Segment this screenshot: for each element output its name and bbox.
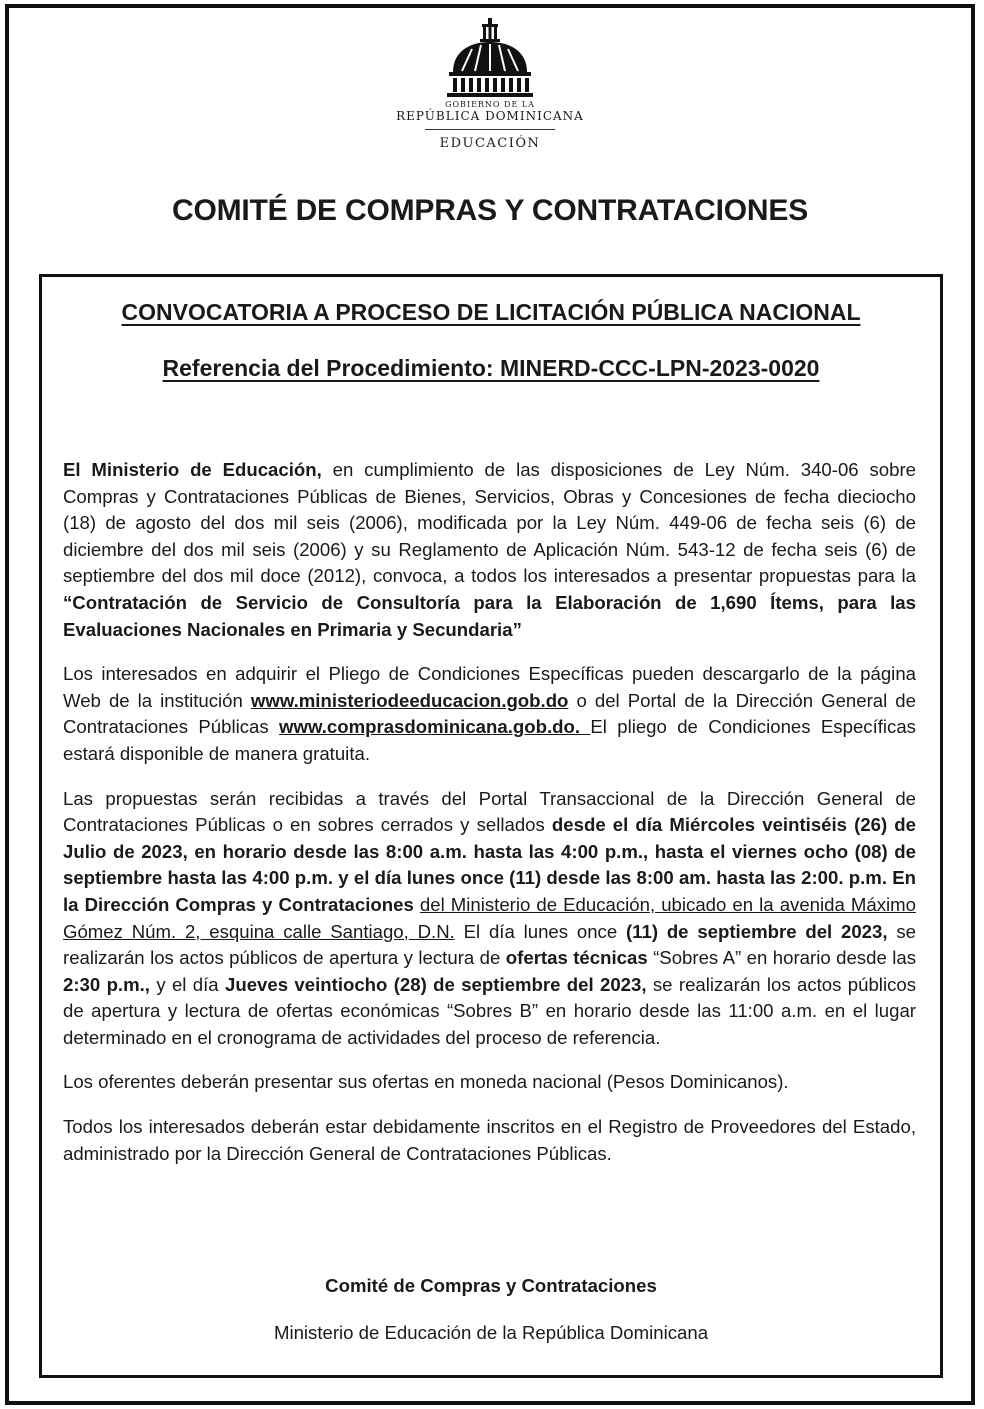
- notice-box: [39, 274, 943, 1378]
- notice-body: [63, 457, 916, 1185]
- schedule-dates: desde el día Miércoles veintiséis (26) de Julio de 2023, en horario desde las 8:00 a.m. hasta las 4:00 p.m., hasta el viernes ocho (08) de septiembre hasta las 4:00 p.m. y el día lunes once (11) desde las 8:00 am. hasta las 2:00. p.m. En la Dirección Compras y Contrataciones: [63, 814, 916, 915]
- technical-opening-time: 2:30 p.m.,: [63, 973, 150, 995]
- economic-opening-date: Jueves veintiocho (28) de septiembre del 2023,: [225, 973, 647, 995]
- download-text-2: o del Portal de la Dirección General de Contrataciones Públicas: [63, 689, 916, 738]
- download-text-1: Los interesados en adquirir el Pliego de Condiciones Específicas pueden descargarlo de la página Web de la institución: [63, 663, 916, 711]
- paragraph-schedule: [63, 786, 916, 1052]
- intro-text: en cumplimiento de las disposiciones de Ley Núm. 340-06 sobre Compras y Contrataciones Públicas de Bienes, Servicios, Obras y Concesiones de fecha dieciocho (18) de agosto del dos mil seis (2006), modificada por la Ley Núm. 449-06 de fecha seis (6) de diciembre del dos mil seis (2006) y su Reglamento de Aplicación Núm. 543-12 de fecha seis (6) de septiembre del dos mil doce (2012), convoca, a todos los interesados a presentar propuestas para la: [63, 459, 917, 587]
- page-frame: [5, 4, 975, 1405]
- schedule-address: del Ministerio de Educación, ubicado en la avenida Máximo Gómez Núm. 2, esquina calle Santiago, D.N.: [63, 893, 916, 942]
- download-text-3: El pliego de Condiciones Específicas estará disponible de manera gratuita.: [63, 716, 916, 764]
- logo-divider: [425, 129, 555, 130]
- compras-website-link[interactable]: www.comprasdominicana.gob.do.: [279, 716, 591, 738]
- schedule-text-4: “Sobres A” en horario desde las: [647, 947, 916, 969]
- paragraph-currency: Los oferentes deberán presentar sus ofertas en moneda nacional (Pesos Dominicanos).: [63, 1071, 789, 1093]
- schedule-text-3: se realizarán los actos públicos de apertura y lectura de: [63, 920, 916, 969]
- schedule-text-5: y el día: [149, 973, 225, 995]
- dome-emblem-icon: [445, 16, 535, 98]
- schedule-text-2: El día lunes once: [454, 920, 626, 942]
- schedule-text-6: se realizarán los actos públicos de apertura y lectura de ofertas económicas “Sobres B” en horario desde las 11:00 a.m. en el lugar determinado en el cronograma de actividades del proceso de referencia.: [63, 973, 917, 1048]
- logo-line-education: EDUCACIÓN: [439, 136, 541, 151]
- logo-line-republic: REPÚBLICA DOMINICANA: [396, 109, 584, 123]
- signature-committee: Comité de Compras y Contrataciones: [325, 1275, 657, 1296]
- paragraph-registration: Todos los interesados deberán estar debidamente inscritos en el Registro de Proveedores del Estado, administrado por la Dirección General de Contrataciones Públicas.: [63, 1116, 916, 1164]
- paragraph-intro: [63, 457, 916, 643]
- logo-line-government: GOBIERNO DE LA: [445, 100, 535, 109]
- notice-heading: CONVOCATORIA A PROCESO DE LICITACIÓN PÚBLICA NACIONAL: [121, 299, 861, 325]
- procedure-reference: Referencia del Procedimiento: MINERD-CCC-LPN-2023-0020: [162, 355, 820, 381]
- paragraph-download: [63, 661, 916, 767]
- page-title: COMITÉ DE COMPRAS Y CONTRATACIONES: [171, 194, 809, 227]
- technical-offers-label: ofertas técnicas: [505, 947, 648, 969]
- ministry-name: El Ministerio de Educación,: [63, 459, 322, 480]
- schedule-text-1: Las propuestas serán recibidas a través del Portal Transaccional de la Dirección General de Contrataciones Públicas o en sobres cerrados y sellados: [63, 787, 916, 836]
- signature-ministry: Ministerio de Educación de la República Dominicana: [273, 1322, 709, 1343]
- government-logo: [9, 16, 971, 151]
- contract-title: “Contratación de Servicio de Consultoría para la Elaboración de 1,690 Ítems, para las Evaluaciones Nacionales en Primaria y Secundaria”: [63, 591, 916, 640]
- technical-opening-date: (11) de septiembre del 2023,: [625, 920, 888, 942]
- ministry-website-link[interactable]: www.ministeriodeeducacion.gob.do: [250, 689, 569, 711]
